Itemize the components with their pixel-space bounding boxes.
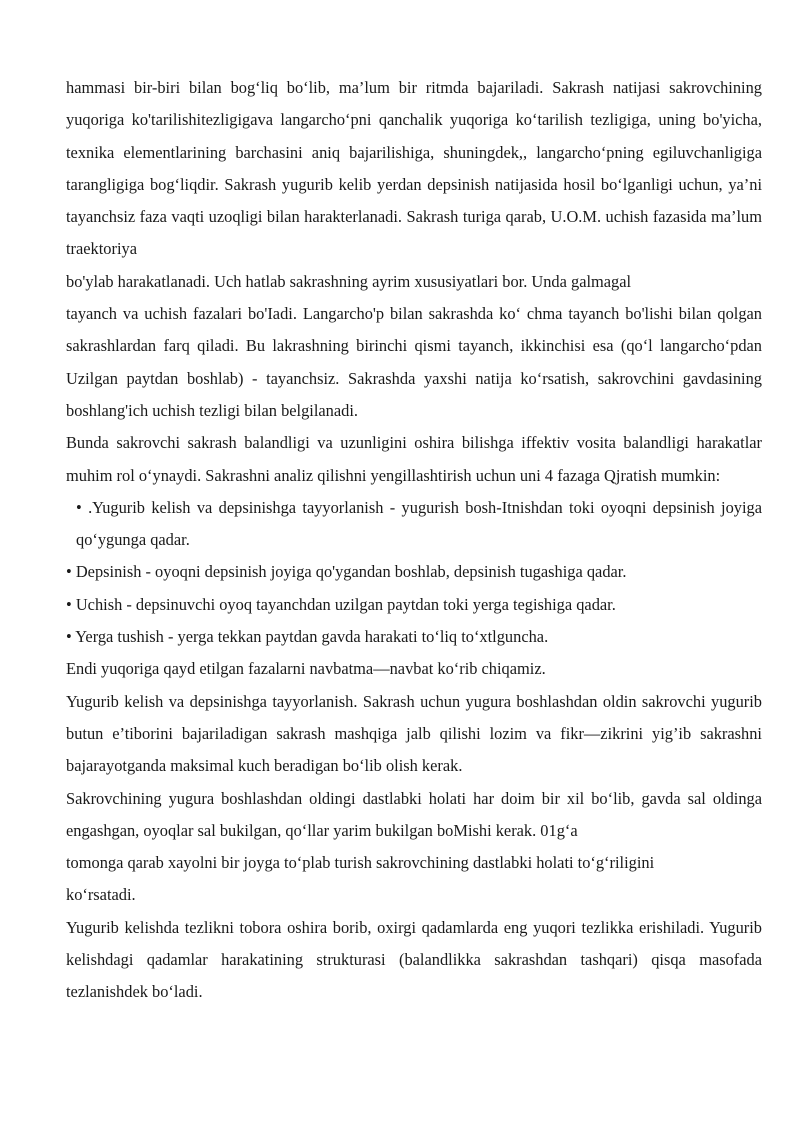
bullet-run-up: • .Yugurib kelish va depsinishga tayyorlanish - yugurish bosh-Itnishdan toki oyoqni depsinish joyiga qo‘ygunga qadar. [76, 497, 762, 550]
paragraph-starting-position-end: ko‘rsatadi. [66, 885, 136, 905]
bullet-flight: • Uchish - depsinuvchi oyoq tayanchdan uzilgan paytdan toki yerga tegishiga qadar. [66, 594, 616, 614]
paragraph-speed-build-up: Yugurib kelishda tezlikni tobora oshira borib, oxirgi qadamlarda eng yuqori tezlikka erishiladi. Yugurib kelishdagi qadamlar harakatining strukturasi (balandlikka sakrashdan tashqari) qisqa masofada tezlanishdek bo‘ladi. [66, 917, 762, 1002]
bullet-take-off: • Depsinish - oyoqni depsinish joyiga qo'ygandan boshlab, depsinish tugashiga qadar. [66, 562, 627, 582]
paragraph-rhythm-intro: hammasi bir-biri bilan bog‘liq bo‘lib, ma’lum bir ritmda bajariladi. Sakrash natijasi sakrovchining yuqoriga ko'tarilishitezligigava langarcho‘pni qanchalik yuqoriga ko‘tarilish tezligiga, uning bo'yicha, texnika elementlarining barchasini aniq bajarilishiga, shuningdek,, langarcho‘pning egiluvchanligiga tarangligiga bog‘liqdir. Sakrash yugurib kelib yerdan depsinish natijasida hosil bo‘lganligi uchun, ya’ni tayanchsiz faza vaqti uzoqligi bilan harakterlanadi. Sakrash turiga qarab, U.O.M. uchish fazasida ma’lum traektoriya [66, 78, 762, 259]
document-body [66, 72, 762, 1009]
paragraph-starting-position: Sakrovchining yugura boshlashdan oldingi dastlabki holati har doim bir xil bo‘lib, gavda sal oldinga engashgan, oyoqlar sal bukilgan, qo‘llar yarim bukilgan boMishi kerak. 01g‘a [66, 788, 762, 840]
paragraph-pole-vault: tayanch va uchish fazalari bo'Iadi. Langarcho'p bilan sakrashda ko‘ chma tayanch bo'lishi bilan qolgan sakrashlardan farq qiladi. Bu lakrashning birinchi qismi tayanch, ikkinchisi esa (qo‘l langarcho‘pdan Uzilgan paytdan boshlab) - tayanchsiz. Sakrashda yaxshi natija ko‘rsatish, sakrovchini gavdasining boshlang'ich uchish tezligi bilan belgilanadi. [66, 304, 762, 420]
paragraph-phases-intro: Bunda sakrovchi sakrash balandligi va uzunligini oshira bilishga iffektiv vosita balandligi harakatlar muhim rol o‘ynaydi. Sakrashni analiz qilishni yengillashtirish uchun uni 4 fazaga Qjratish mumkin: [66, 433, 762, 485]
paragraph-starting-position-cont: tomonga qarab xayolni bir joyga to‘plab turish sakrovchining dastlabki holati to‘g‘riligini [66, 853, 655, 873]
paragraph-review-phases: Endi yuqoriga qayd etilgan fazalarni navbatma—navbat ko‘rib chiqamiz. [66, 659, 546, 679]
bullet-landing: • Yerga tushish - yerga tekkan paytdan gavda harakati to‘liq to‘xtlguncha. [66, 627, 549, 647]
paragraph-run-up-preparation: Yugurib kelish va depsinishga tayyorlanish. Sakrash uchun yugura boshlashdan oldin sakrovchi yugurib butun e’tiborini bajariladigan sakrash mashqiga jalb qilishi lozim va fikr—zikrini yig’ib sakrashni bajarayotganda maksimal kuch beradigan bo‘lib olish kerak. [66, 691, 762, 776]
paragraph-triple-jump-line: bo'ylab harakatlanadi. Uch hatlab sakrashning ayrim xususiyatlari bor. Unda galmagal [66, 271, 632, 291]
